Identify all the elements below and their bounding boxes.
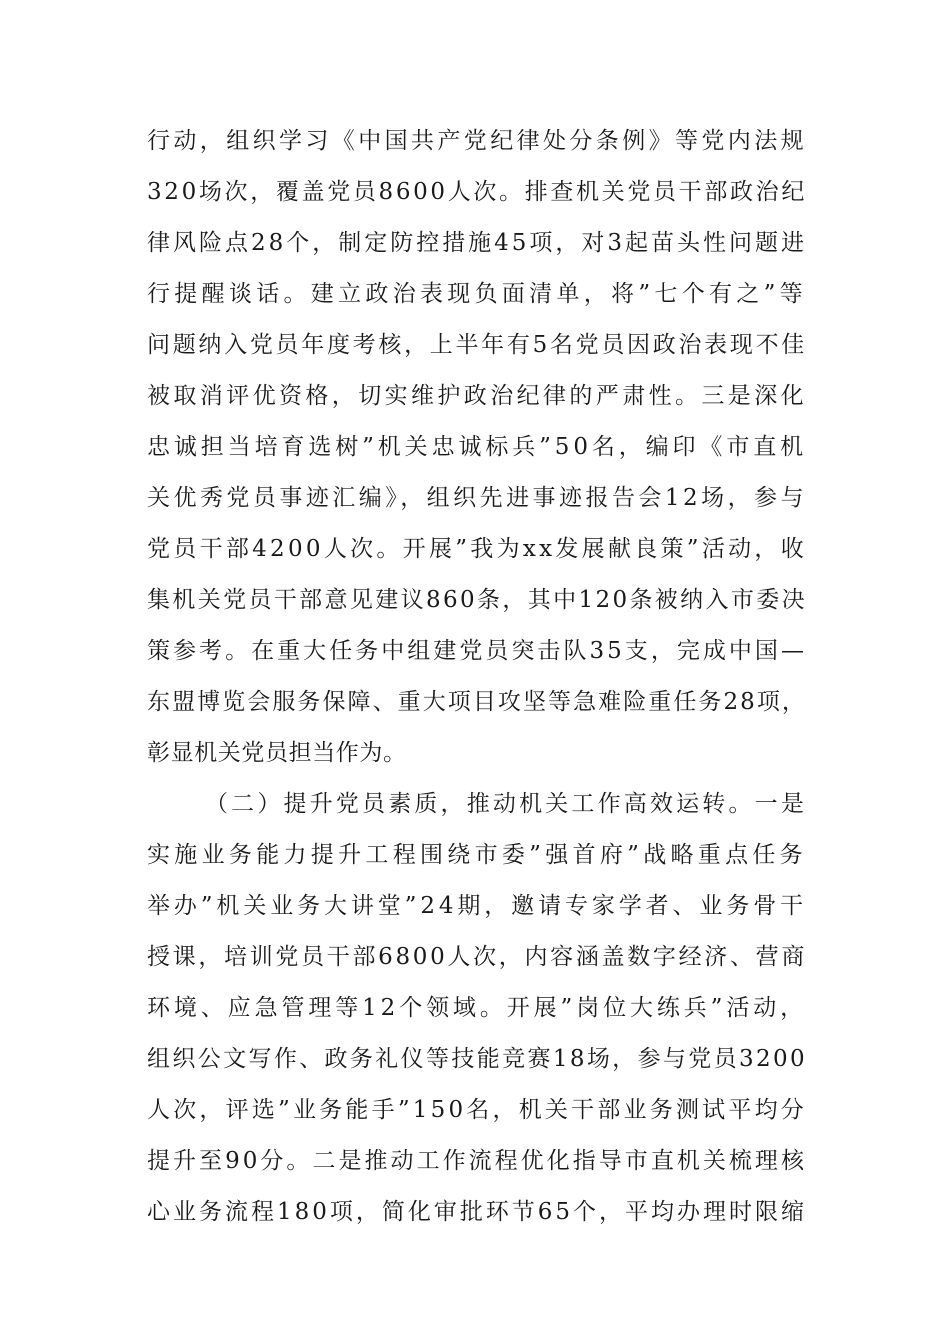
text-line: 彰显机关党员担当作为。	[147, 740, 407, 766]
text-line: 东盟博览会服务保障、重大项目攻坚等急难险重任务28项，	[147, 689, 807, 715]
text-line: 举办”机关业务大讲堂”24期，邀请专家学者、业务骨干	[147, 893, 807, 919]
text-line: 关优秀党员事迹汇编》，组织先进事迹报告会12场，参与	[147, 485, 807, 511]
text-line: 组织公文写作、政务礼仪等技能竞赛18场，参与党员3200	[147, 1046, 807, 1072]
text-line: 提升至90分。二是推动工作流程优化指导市直机关梳理核	[147, 1148, 807, 1174]
text-line: 实施业务能力提升工程围绕市委”强首府”战略重点任务	[147, 842, 807, 868]
text-line: 行动，组织学习《中国共产党纪律处分条例》等党内法规	[147, 128, 807, 154]
text-line: 策参考。在重大任务中组建党员突击队35支，完成中国—	[147, 638, 807, 664]
text-line: 问题纳入党员年度考核，上半年有5名党员因政治表现不佳	[147, 332, 807, 358]
text-line: 授课，培训党员干部6800人次，内容涵盖数字经济、营商	[147, 944, 807, 970]
text-line: 被取消评优资格，切实维护政治纪律的严肃性。三是深化	[147, 383, 807, 409]
text-line: 320场次，覆盖党员8600人次。排查机关党员干部政治纪	[147, 179, 807, 205]
text-line: 忠诚担当培育选树”机关忠诚标兵”50名，编印《市直机	[147, 434, 807, 460]
text-line: 行提醒谈话。建立政治表现负面清单，将”七个有之”等	[147, 281, 807, 307]
text-line: 人次，评选”业务能手”150名，机关干部业务测试平均分	[147, 1097, 807, 1123]
text-line: 律风险点28个，制定防控措施45项，对3起苗头性问题进	[147, 230, 807, 256]
text-line: 党员干部4200人次。开展”我为xx发展献良策”活动，收	[147, 536, 807, 562]
text-line: 心业务流程180项，简化审批环节65个，平均办理时限缩	[147, 1199, 807, 1225]
text-line: 环境、应急管理等12个领域。开展”岗位大练兵”活动，	[147, 995, 807, 1021]
text-line: 集机关党员干部意见建议860条，其中120条被纳入市委决	[147, 587, 807, 613]
section-heading-line: （二）提升党员素质，推动机关工作高效运转。一是	[205, 791, 807, 817]
